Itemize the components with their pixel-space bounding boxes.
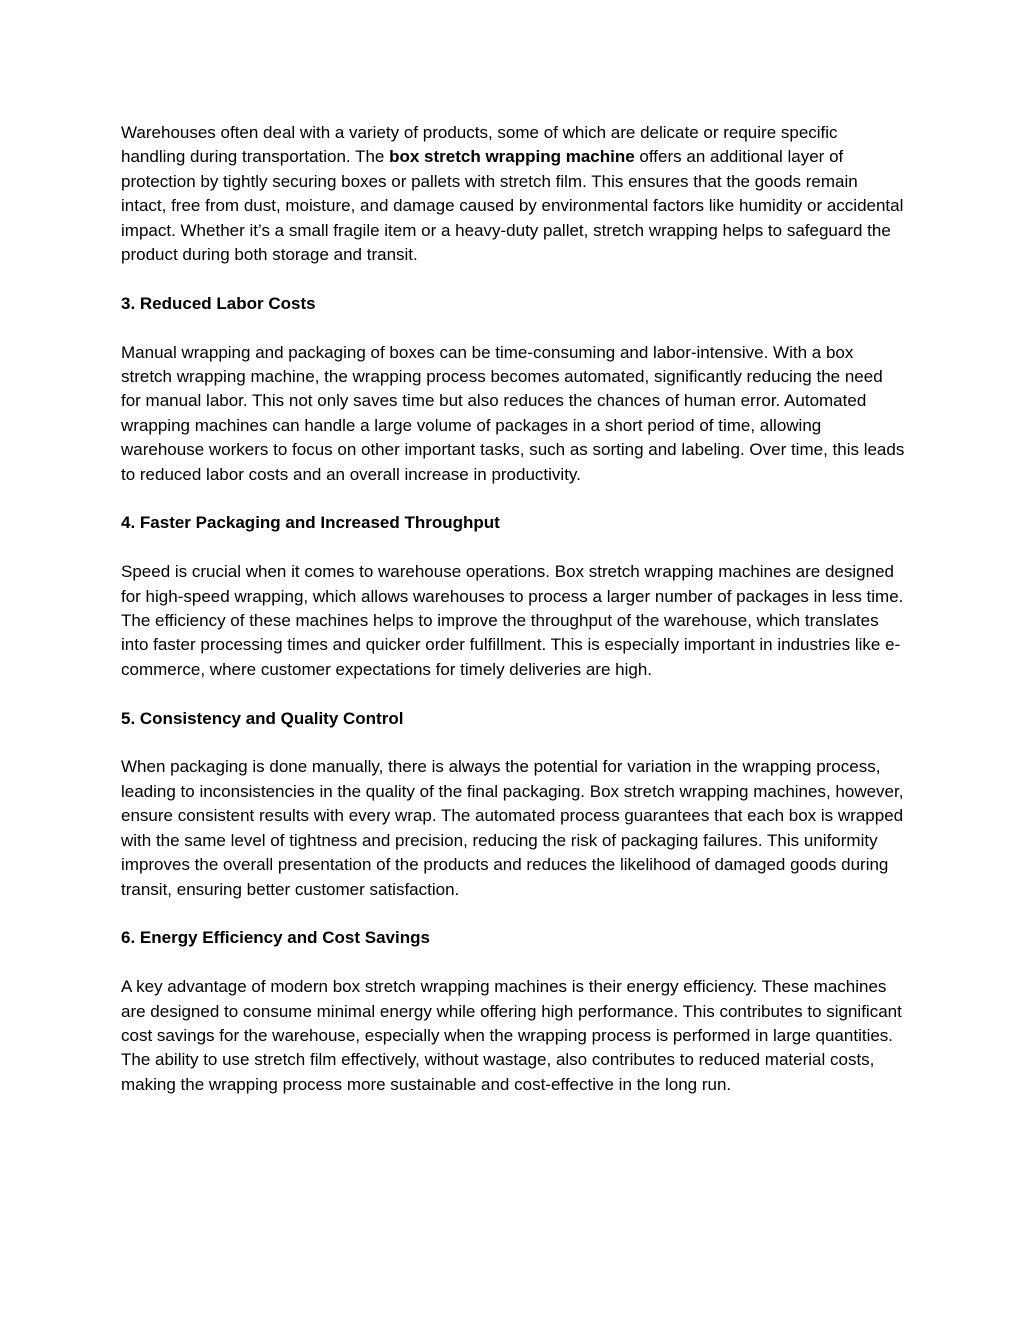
intro-text-before: Warehouses often deal with a variety of products, some of which are delicate or require specific handling during transportation. The: [121, 123, 838, 167]
intro-paragraph: [121, 121, 906, 267]
section-body-consistency-quality: When packaging is done manually, there is always the potential for variation in the wrapping process, leading to inconsistencies in the quality of the final packaging. Box stretch wrapping machines, however, ensure consistent results with every wrap. The automated process guarantees that each box is wrapped with the same level of tightness and precision, reducing the risk of packaging failures. This uniformity improves the overall presentation of the products and reduces the likelihood of damaged goods during transit, ensuring better customer satisfaction.: [121, 757, 904, 899]
section-heading-reduced-labor-costs: 3. Reduced Labor Costs: [121, 293, 316, 313]
intro-text-after: offers an additional layer of protection by tightly securing boxes or pallets with stretch film. This ensures that the goods remain intact, free from dust, moisture, and damage caused by environmental factors like humidity or accidental impact. Whether it’s a small fragile item or a heavy-duty pallet, stretch wrapping helps to safeguard the product during both storage and transit.: [121, 147, 904, 265]
section-heading-consistency-quality: 5. Consistency and Quality Control: [121, 708, 404, 728]
section-body-faster-packaging: Speed is crucial when it comes to warehouse operations. Box stretch wrapping machines are designed for high-speed wrapping, which allows warehouses to process a larger number of packages in less time. The efficiency of these machines helps to improve the throughput of the warehouse, which translates into faster processing times and quicker order fulfillment. This is especially important in industries like e-commerce, where customer expectations for timely deliveries are high.: [121, 562, 904, 679]
document-page: [121, 121, 906, 1097]
section-body-energy-efficiency: A key advantage of modern box stretch wrapping machines is their energy efficiency. These machines are designed to consume minimal energy while offering high performance. This contributes to significant cost savings for the warehouse, especially when the wrapping process is performed in large quantities. The ability to use stretch film effectively, without wastage, also contributes to reduced material costs, making the wrapping process more sustainable and cost-effective in the long run.: [121, 977, 902, 1094]
section-heading-faster-packaging: 4. Faster Packaging and Increased Throughput: [121, 513, 500, 533]
intro-bold-term: box stretch wrapping machine: [389, 147, 635, 167]
section-heading-energy-efficiency: 6. Energy Efficiency and Cost Savings: [121, 928, 430, 948]
section-body-reduced-labor-costs: Manual wrapping and packaging of boxes can be time-consuming and labor-intensive. With a box stretch wrapping machine, the wrapping process becomes automated, significantly reducing the need for manual labor. This not only saves time but also reduces the chances of human error. Automated wrapping machines can handle a large volume of packages in a short period of time, allowing warehouse workers to focus on other important tasks, such as sorting and labeling. Over time, this leads to reduced labor costs and an overall increase in productivity.: [121, 342, 905, 484]
